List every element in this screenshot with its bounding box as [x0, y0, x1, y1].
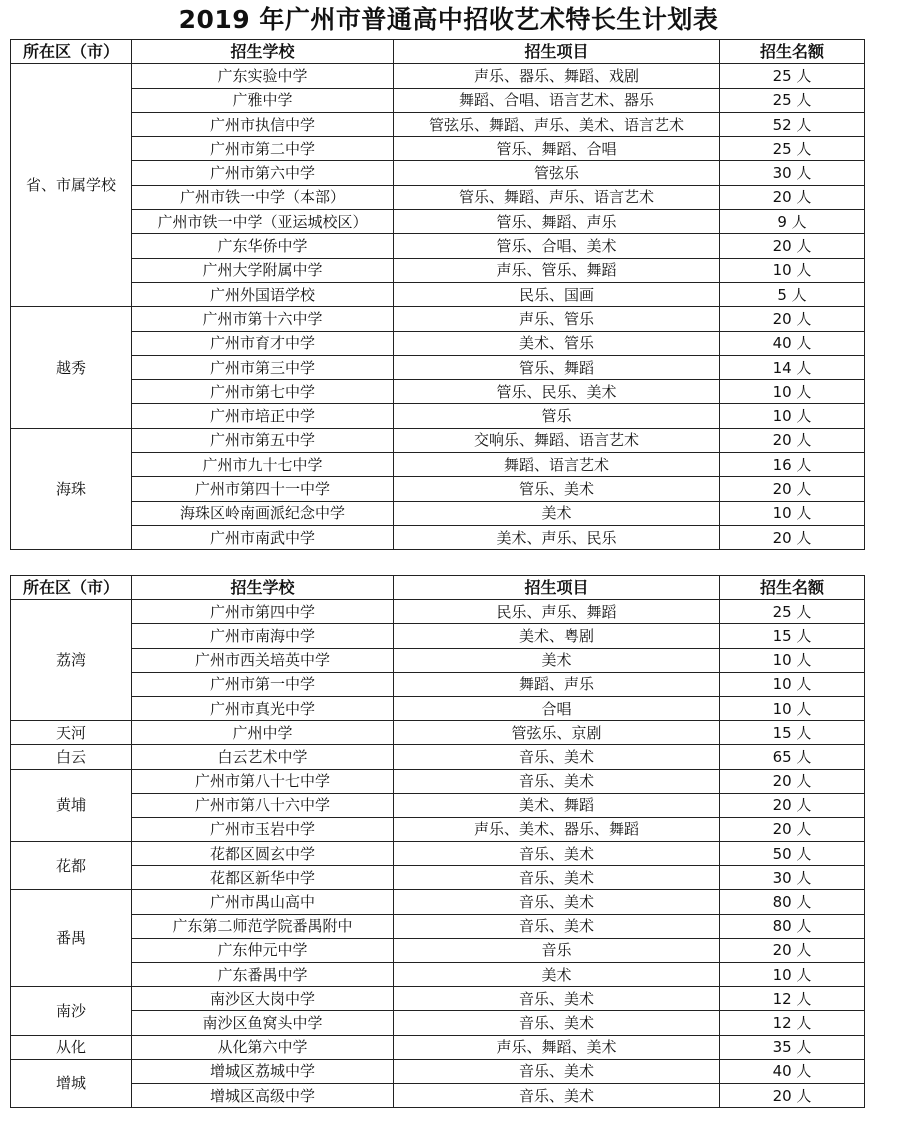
- table-row: [11, 501, 865, 525]
- quota-cell: 10 人: [720, 963, 865, 987]
- quota-cell: 9 人: [720, 210, 865, 234]
- table-row: [11, 1035, 865, 1059]
- table-row: [11, 696, 865, 720]
- table-row: [11, 600, 865, 624]
- quota-cell: 20 人: [720, 185, 865, 209]
- quota-cell: 10 人: [720, 258, 865, 282]
- school-cell: 广州中学: [132, 721, 394, 745]
- quota-cell: 20 人: [720, 477, 865, 501]
- items-cell: 美术: [394, 501, 720, 525]
- header-school: 招生学校: [132, 40, 394, 64]
- items-cell: 合唱: [394, 696, 720, 720]
- school-cell: 广东第二师范学院番禺附中: [132, 914, 394, 938]
- table-row: [11, 745, 865, 769]
- table-row: [11, 64, 865, 88]
- school-cell: 广州大学附属中学: [132, 258, 394, 282]
- quota-cell: 25 人: [720, 88, 865, 112]
- district-cell: 从化: [11, 1035, 132, 1059]
- table-row: [11, 258, 865, 282]
- quota-cell: 20 人: [720, 428, 865, 452]
- school-cell: 广州市第三中学: [132, 355, 394, 379]
- district-cell: 荔湾: [11, 600, 132, 721]
- items-cell: 声乐、管乐、舞蹈: [394, 258, 720, 282]
- school-cell: 广州市第八十六中学: [132, 793, 394, 817]
- table-row: [11, 453, 865, 477]
- items-cell: 音乐、美术: [394, 914, 720, 938]
- items-cell: 美术、声乐、民乐: [394, 525, 720, 549]
- quota-cell: 80 人: [720, 890, 865, 914]
- header-quota: 招生名额: [720, 576, 865, 600]
- district-cell: 白云: [11, 745, 132, 769]
- items-cell: 舞蹈、合唱、语言艺术、器乐: [394, 88, 720, 112]
- items-cell: 美术: [394, 963, 720, 987]
- quota-cell: 25 人: [720, 137, 865, 161]
- quota-cell: 10 人: [720, 404, 865, 428]
- school-cell: 从化第六中学: [132, 1035, 394, 1059]
- quota-cell: 20 人: [720, 817, 865, 841]
- header-school: 招生学校: [132, 576, 394, 600]
- items-cell: 管乐、舞蹈、合唱: [394, 137, 720, 161]
- school-cell: 花都区圆玄中学: [132, 842, 394, 866]
- items-cell: 管乐: [394, 404, 720, 428]
- items-cell: 交响乐、舞蹈、语言艺术: [394, 428, 720, 452]
- items-cell: 美术、舞蹈: [394, 793, 720, 817]
- items-cell: 声乐、管乐: [394, 307, 720, 331]
- table-row: [11, 234, 865, 258]
- school-cell: 广州市第一中学: [132, 672, 394, 696]
- quota-cell: 20 人: [720, 769, 865, 793]
- table-body: [11, 600, 865, 1108]
- items-cell: 管乐、合唱、美术: [394, 234, 720, 258]
- table-row: [11, 331, 865, 355]
- items-cell: 美术、管乐: [394, 331, 720, 355]
- quota-cell: 30 人: [720, 161, 865, 185]
- district-cell: 南沙: [11, 987, 132, 1035]
- table-row: [11, 672, 865, 696]
- header-items: 招生项目: [394, 40, 720, 64]
- quota-cell: 10 人: [720, 672, 865, 696]
- items-cell: 音乐、美术: [394, 866, 720, 890]
- school-cell: 增城区高级中学: [132, 1083, 394, 1107]
- table-row: [11, 404, 865, 428]
- school-cell: 广州外国语学校: [132, 282, 394, 306]
- header-items: 招生项目: [394, 576, 720, 600]
- quota-cell: 65 人: [720, 745, 865, 769]
- district-cell: 增城: [11, 1059, 132, 1107]
- district-cell: 省、市属学校: [11, 64, 132, 307]
- table-row: [11, 307, 865, 331]
- items-cell: 民乐、国画: [394, 282, 720, 306]
- table-row: [11, 963, 865, 987]
- items-cell: 音乐、美术: [394, 1083, 720, 1107]
- quota-cell: 20 人: [720, 525, 865, 549]
- table-row: [11, 1083, 865, 1107]
- quota-cell: 20 人: [720, 938, 865, 962]
- school-cell: 广州市第四十一中学: [132, 477, 394, 501]
- table-row: [11, 210, 865, 234]
- table-row: [11, 914, 865, 938]
- school-cell: 增城区荔城中学: [132, 1059, 394, 1083]
- quota-cell: 25 人: [720, 64, 865, 88]
- items-cell: 音乐: [394, 938, 720, 962]
- items-cell: 舞蹈、声乐: [394, 672, 720, 696]
- school-cell: 广州市第六中学: [132, 161, 394, 185]
- quota-cell: 14 人: [720, 355, 865, 379]
- table-row: [11, 721, 865, 745]
- table-header-row: [11, 576, 865, 600]
- quota-cell: 15 人: [720, 721, 865, 745]
- items-cell: 美术: [394, 648, 720, 672]
- items-cell: 管弦乐、舞蹈、声乐、美术、语言艺术: [394, 112, 720, 136]
- table-row: [11, 938, 865, 962]
- quota-cell: 20 人: [720, 307, 865, 331]
- district-cell: 黄埔: [11, 769, 132, 842]
- items-cell: 管乐、舞蹈、声乐: [394, 210, 720, 234]
- table-row: [11, 282, 865, 306]
- table-header-row: [11, 40, 865, 64]
- quota-cell: 80 人: [720, 914, 865, 938]
- table-row: [11, 842, 865, 866]
- table-row: [11, 380, 865, 404]
- items-cell: 舞蹈、语言艺术: [394, 453, 720, 477]
- school-cell: 广州市禺山高中: [132, 890, 394, 914]
- quota-cell: 12 人: [720, 987, 865, 1011]
- table-row: [11, 137, 865, 161]
- school-cell: 广州市第四中学: [132, 600, 394, 624]
- quota-cell: 10 人: [720, 380, 865, 404]
- quota-cell: 20 人: [720, 1083, 865, 1107]
- quota-cell: 25 人: [720, 600, 865, 624]
- items-cell: 管弦乐: [394, 161, 720, 185]
- quota-cell: 10 人: [720, 648, 865, 672]
- school-cell: 广州市育才中学: [132, 331, 394, 355]
- table-row: [11, 525, 865, 549]
- school-cell: 广州市南海中学: [132, 624, 394, 648]
- table-row: [11, 185, 865, 209]
- items-cell: 音乐、美术: [394, 1011, 720, 1035]
- plan-table-2: [10, 575, 865, 1108]
- table-row: [11, 769, 865, 793]
- school-cell: 南沙区大岗中学: [132, 987, 394, 1011]
- school-cell: 广州市铁一中学（本部）: [132, 185, 394, 209]
- table-row: [11, 428, 865, 452]
- school-cell: 南沙区鱼窝头中学: [132, 1011, 394, 1035]
- quota-cell: 15 人: [720, 624, 865, 648]
- school-cell: 广州市南武中学: [132, 525, 394, 549]
- table-row: [11, 648, 865, 672]
- items-cell: 音乐、美术: [394, 890, 720, 914]
- table-row: [11, 866, 865, 890]
- school-cell: 广州市培正中学: [132, 404, 394, 428]
- table-row: [11, 890, 865, 914]
- table-row: [11, 355, 865, 379]
- items-cell: 声乐、器乐、舞蹈、戏剧: [394, 64, 720, 88]
- table-row: [11, 477, 865, 501]
- quota-cell: 50 人: [720, 842, 865, 866]
- school-cell: 广雅中学: [132, 88, 394, 112]
- items-cell: 音乐、美术: [394, 987, 720, 1011]
- district-cell: 天河: [11, 721, 132, 745]
- district-cell: 番禺: [11, 890, 132, 987]
- school-cell: 广州市第七中学: [132, 380, 394, 404]
- school-cell: 广州市铁一中学（亚运城校区）: [132, 210, 394, 234]
- quota-cell: 16 人: [720, 453, 865, 477]
- school-cell: 广州市第八十七中学: [132, 769, 394, 793]
- table-row: [11, 1059, 865, 1083]
- district-cell: 越秀: [11, 307, 132, 428]
- items-cell: 声乐、美术、器乐、舞蹈: [394, 817, 720, 841]
- quota-cell: 10 人: [720, 696, 865, 720]
- quota-cell: 30 人: [720, 866, 865, 890]
- quota-cell: 12 人: [720, 1011, 865, 1035]
- table-body: [11, 64, 865, 550]
- district-cell: 花都: [11, 842, 132, 890]
- quota-cell: 40 人: [720, 1059, 865, 1083]
- header-district: 所在区（市）: [11, 40, 132, 64]
- school-cell: 广州市九十七中学: [132, 453, 394, 477]
- quota-cell: 20 人: [720, 793, 865, 817]
- table-row: [11, 624, 865, 648]
- school-cell: 广东实验中学: [132, 64, 394, 88]
- items-cell: 音乐、美术: [394, 745, 720, 769]
- header-district: 所在区（市）: [11, 576, 132, 600]
- school-cell: 广州市玉岩中学: [132, 817, 394, 841]
- items-cell: 音乐、美术: [394, 1059, 720, 1083]
- school-cell: 广州市第五中学: [132, 428, 394, 452]
- items-cell: 管弦乐、京剧: [394, 721, 720, 745]
- district-cell: 海珠: [11, 428, 132, 549]
- table-row: [11, 793, 865, 817]
- table-row: [11, 1011, 865, 1035]
- school-cell: 广州市第十六中学: [132, 307, 394, 331]
- school-cell: 花都区新华中学: [132, 866, 394, 890]
- school-cell: 广州市西关培英中学: [132, 648, 394, 672]
- items-cell: 管乐、舞蹈: [394, 355, 720, 379]
- items-cell: 音乐、美术: [394, 842, 720, 866]
- school-cell: 广州市真光中学: [132, 696, 394, 720]
- school-cell: 海珠区岭南画派纪念中学: [132, 501, 394, 525]
- table-row: [11, 112, 865, 136]
- items-cell: 管乐、舞蹈、声乐、语言艺术: [394, 185, 720, 209]
- header-quota: 招生名额: [720, 40, 865, 64]
- quota-cell: 10 人: [720, 501, 865, 525]
- table-row: [11, 987, 865, 1011]
- items-cell: 美术、粤剧: [394, 624, 720, 648]
- school-cell: 广州市执信中学: [132, 112, 394, 136]
- items-cell: 音乐、美术: [394, 769, 720, 793]
- school-cell: 广东番禺中学: [132, 963, 394, 987]
- quota-cell: 40 人: [720, 331, 865, 355]
- table-row: [11, 817, 865, 841]
- school-cell: 广东仲元中学: [132, 938, 394, 962]
- items-cell: 民乐、声乐、舞蹈: [394, 600, 720, 624]
- items-cell: 声乐、舞蹈、美术: [394, 1035, 720, 1059]
- quota-cell: 20 人: [720, 234, 865, 258]
- table-row: [11, 161, 865, 185]
- table-row: [11, 88, 865, 112]
- plan-table-1: [10, 39, 865, 550]
- school-cell: 广州市第二中学: [132, 137, 394, 161]
- quota-cell: 5 人: [720, 282, 865, 306]
- quota-cell: 35 人: [720, 1035, 865, 1059]
- page-title: 2019 年广州市普通高中招收艺术特长生计划表: [178, 5, 719, 34]
- items-cell: 管乐、民乐、美术: [394, 380, 720, 404]
- school-cell: 广东华侨中学: [132, 234, 394, 258]
- school-cell: 白云艺术中学: [132, 745, 394, 769]
- items-cell: 管乐、美术: [394, 477, 720, 501]
- quota-cell: 52 人: [720, 112, 865, 136]
